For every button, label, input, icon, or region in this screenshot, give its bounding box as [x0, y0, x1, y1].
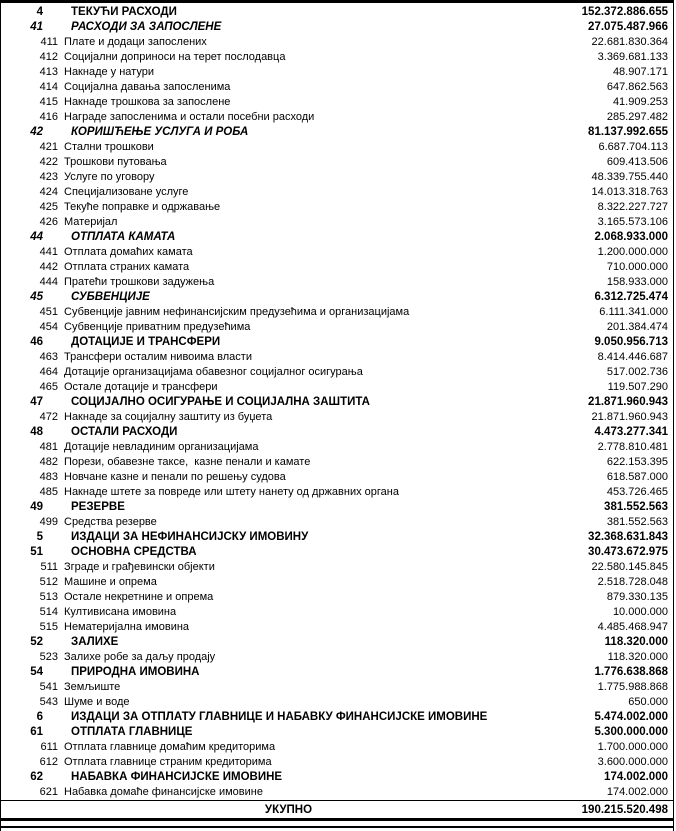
- account-amount: 381.552.563: [606, 516, 668, 528]
- account-name: РЕЗЕРВЕ: [71, 501, 125, 513]
- table-row: [1, 50, 673, 65]
- account-amount: 174.002.000: [604, 771, 668, 783]
- account-name: Накнаде трошкова за запослене: [64, 96, 231, 108]
- account-name: Субвенције јавним нефинансијским предузећима и организацијама: [64, 306, 410, 318]
- account-code: 423: [39, 171, 58, 183]
- account-code: 54: [30, 666, 43, 678]
- table-row: [1, 95, 673, 110]
- account-amount: 32.368.631.843: [588, 531, 668, 543]
- table-row: [1, 680, 673, 695]
- bottom-rule: [0, 826, 674, 828]
- account-code: 444: [39, 276, 58, 288]
- account-amount: 119.507.290: [607, 381, 668, 393]
- account-amount: 1.775.988.868: [597, 681, 668, 693]
- account-name: ИЗДАЦИ ЗА ОТПЛАТУ ГЛАВНИЦЕ И НАБАВКУ ФИНАНСИЈСКЕ ИМОВИНЕ: [71, 711, 488, 723]
- account-amount: 21.871.960.943: [588, 396, 668, 408]
- account-name: Услуге по уговору: [64, 171, 155, 183]
- table-row: [1, 770, 673, 785]
- account-code: 514: [39, 606, 58, 618]
- account-name: Залихе робе за даљу продају: [64, 651, 216, 663]
- account-amount: 174.002.000: [606, 786, 668, 798]
- table-row: [1, 395, 673, 410]
- account-code: 485: [39, 486, 58, 498]
- account-amount: 1.700.000.000: [597, 741, 668, 753]
- account-code: 441: [39, 246, 58, 258]
- total-row: [1, 800, 673, 821]
- account-name: СОЦИЈАЛНО ОСИГУРАЊЕ И СОЦИЈАЛНА ЗАШТИТА: [71, 396, 370, 408]
- account-code: 61: [30, 726, 43, 738]
- account-code: 481: [39, 441, 58, 453]
- total-value: 190.215.520.498: [581, 803, 668, 816]
- account-amount: 285.297.482: [606, 111, 668, 123]
- account-name: ПРИРОДНА ИМОВИНА: [71, 666, 200, 678]
- account-amount: 710.000.000: [606, 261, 668, 273]
- table-row: [1, 5, 673, 20]
- account-amount: 2.778.810.481: [597, 441, 668, 453]
- account-name: Новчане казне и пенали по решењу судова: [64, 471, 286, 483]
- account-name: НАБАВКА ФИНАНСИЈСКЕ ИМОВИНЕ: [71, 771, 283, 783]
- table-row: [1, 335, 673, 350]
- table-row: [1, 320, 673, 335]
- account-amount: 4.473.277.341: [594, 426, 668, 438]
- account-amount: 9.050.956.713: [594, 336, 668, 348]
- table-row: [1, 665, 673, 680]
- account-name: ЗАЛИХЕ: [71, 636, 119, 648]
- account-code: 44: [30, 231, 43, 243]
- table-row: [1, 515, 673, 530]
- account-code: 425: [39, 201, 58, 213]
- account-amount: 10.000.000: [612, 606, 668, 618]
- account-name: Накнаде у натури: [64, 66, 154, 78]
- account-amount: 3.165.573.106: [597, 216, 668, 228]
- account-code: 51: [30, 546, 43, 558]
- account-code: 543: [39, 696, 58, 708]
- account-code: 483: [39, 471, 58, 483]
- table-row: [1, 725, 673, 740]
- account-code: 621: [39, 786, 58, 798]
- account-code: 451: [39, 306, 58, 318]
- account-amount: 41.909.253: [612, 96, 668, 108]
- account-code: 515: [39, 621, 58, 633]
- account-name: ТЕКУЋИ РАСХОДИ: [71, 6, 177, 18]
- total-label: УКУПНО: [264, 803, 313, 816]
- account-code: 421: [39, 141, 58, 153]
- account-name: Трансфери осталим нивоима власти: [64, 351, 252, 363]
- table-row: [1, 305, 673, 320]
- table-row: [1, 605, 673, 620]
- table-row: [1, 560, 673, 575]
- table-row: [1, 125, 673, 140]
- account-code: 472: [39, 411, 58, 423]
- account-code: 48: [30, 426, 43, 438]
- account-amount: 22.580.145.845: [591, 561, 668, 573]
- account-code: 4: [36, 6, 43, 18]
- table-row: [1, 65, 673, 80]
- account-code: 41: [30, 21, 43, 33]
- account-code: 541: [39, 681, 58, 693]
- account-amount: 22.681.830.364: [591, 36, 668, 48]
- account-amount: 650.000: [628, 696, 668, 708]
- account-amount: 2.518.728.048: [597, 576, 668, 588]
- account-amount: 6.687.704.113: [598, 141, 668, 153]
- table-row: [1, 380, 673, 395]
- account-code: 611: [40, 741, 58, 753]
- table-row: [1, 620, 673, 635]
- account-amount: 6.111.341.000: [599, 306, 668, 318]
- account-amount: 609.413.506: [606, 156, 668, 168]
- account-amount: 6.312.725.474: [594, 291, 668, 303]
- account-name: Накнаде за социјалну заштиту из буџета: [64, 411, 273, 423]
- account-amount: 5.474.002.000: [594, 711, 668, 723]
- account-name: Шуме и воде: [64, 696, 130, 708]
- account-name: Текуће поправке и одржавање: [64, 201, 221, 213]
- table-row: [1, 245, 673, 260]
- table-row: [1, 20, 673, 35]
- table-row: [1, 110, 673, 125]
- account-amount: 27.075.487.966: [588, 21, 668, 33]
- account-name: Субвенције приватним предузећима: [64, 321, 251, 333]
- account-code: 416: [39, 111, 58, 123]
- account-code: 463: [39, 351, 58, 363]
- account-code: 45: [30, 291, 43, 303]
- account-code: 513: [39, 591, 58, 603]
- table-row: [1, 500, 673, 515]
- account-name: Пратећи трошкови задужења: [64, 276, 215, 288]
- account-name: Отплата главнице страним кредиторима: [64, 756, 272, 768]
- table-row: [1, 440, 673, 455]
- account-code: 5: [36, 531, 43, 543]
- table-row: [1, 650, 673, 665]
- account-amount: 201.384.474: [606, 321, 668, 333]
- account-code: 442: [39, 261, 58, 273]
- account-code: 465: [39, 381, 58, 393]
- table-row: [1, 545, 673, 560]
- account-name: ОТПЛАТА КАМАТА: [71, 231, 176, 243]
- table-row: [1, 470, 673, 485]
- account-amount: 1.200.000.000: [597, 246, 668, 258]
- account-amount: 4.485.468.947: [597, 621, 668, 633]
- account-name: Социјална давања запосленима: [64, 81, 231, 93]
- account-name: Плате и додаци запослених: [64, 36, 207, 48]
- account-name: Специјализоване услуге: [64, 186, 189, 198]
- account-name: Зграде и грађевински објекти: [64, 561, 215, 573]
- table-row: [1, 290, 673, 305]
- table-row: [1, 425, 673, 440]
- account-code: 49: [30, 501, 43, 513]
- table-row: [1, 260, 673, 275]
- account-amount: 453.726.465: [606, 486, 668, 498]
- account-amount: 517.002.736: [606, 366, 668, 378]
- account-name: Отплата домаћих камата: [64, 246, 193, 258]
- table-row: [1, 365, 673, 380]
- account-name: Остале дотације и трансфери: [64, 381, 218, 393]
- account-code: 414: [39, 81, 58, 93]
- table-row: [1, 35, 673, 50]
- account-name: Нематеријална имовина: [64, 621, 190, 633]
- account-amount: 618.587.000: [606, 471, 668, 483]
- table-row: [1, 200, 673, 215]
- account-name: Трошкови путовања: [64, 156, 167, 168]
- account-name: Социјални доприноси на терет послодавца: [64, 51, 286, 63]
- account-amount: 3.369.681.133: [597, 51, 668, 63]
- table-row: [1, 185, 673, 200]
- account-amount: 3.600.000.000: [597, 756, 668, 768]
- account-code: 499: [39, 516, 58, 528]
- account-code: 426: [39, 216, 58, 228]
- table-row: [1, 710, 673, 725]
- account-code: 523: [39, 651, 58, 663]
- table-row: [1, 575, 673, 590]
- account-code: 482: [39, 456, 58, 468]
- account-name: Средства резерве: [64, 516, 157, 528]
- account-code: 424: [39, 186, 58, 198]
- account-name: Дотације организацијама обавезног социјалног осигурања: [64, 366, 363, 378]
- account-amount: 879.330.135: [606, 591, 668, 603]
- account-name: КОРИШЋЕЊЕ УСЛУГА И РОБА: [71, 126, 249, 138]
- table-row: [1, 275, 673, 290]
- account-amount: 158.933.000: [606, 276, 668, 288]
- account-code: 512: [39, 576, 58, 588]
- table-row: [1, 455, 673, 470]
- table-row: [1, 755, 673, 770]
- table-row: [1, 350, 673, 365]
- account-name: Остале некретнине и опрема: [64, 591, 214, 603]
- account-code: 411: [40, 36, 58, 48]
- account-code: 413: [39, 66, 58, 78]
- account-name: Стални трошкови: [64, 141, 154, 153]
- account-code: 46: [30, 336, 43, 348]
- account-name: Набавка домаће финансијске имовине: [64, 786, 263, 798]
- account-amount: 48.907.171: [612, 66, 668, 78]
- table-row: [1, 155, 673, 170]
- account-name: ОСТАЛИ РАСХОДИ: [71, 426, 178, 438]
- table-row: [1, 410, 673, 425]
- table-row: [1, 170, 673, 185]
- account-amount: 14.013.318.763: [591, 186, 668, 198]
- account-amount: 647.862.563: [606, 81, 668, 93]
- account-code: 612: [39, 756, 58, 768]
- account-name: ОТПЛАТА ГЛАВНИЦЕ: [71, 726, 193, 738]
- table-row: [1, 785, 673, 800]
- table-row: [1, 215, 673, 230]
- account-amount: 81.137.992.655: [588, 126, 668, 138]
- account-amount: 622.153.395: [606, 456, 668, 468]
- account-code: 6: [36, 711, 43, 723]
- account-name: СУБВЕНЦИЈЕ: [71, 291, 150, 303]
- account-amount: 118.320.000: [604, 636, 668, 648]
- account-name: Култивисана имовина: [64, 606, 177, 618]
- account-code: 42: [30, 126, 43, 138]
- account-code: 412: [39, 51, 58, 63]
- table-row: [1, 695, 673, 710]
- account-name: ОСНОВНА СРЕДСТВА: [71, 546, 197, 558]
- table-row: [1, 530, 673, 545]
- account-name: Отплата главнице домаћим кредиторима: [64, 741, 276, 753]
- account-name: ИЗДАЦИ ЗА НЕФИНАНСИЈСКУ ИМОВИНУ: [71, 531, 309, 543]
- account-name: ДОТАЦИЈЕ И ТРАНСФЕРИ: [71, 336, 221, 348]
- account-name: Награде запосленима и остали посебни расходи: [64, 111, 315, 123]
- account-name: Машине и опрема: [64, 576, 157, 588]
- account-amount: 30.473.672.975: [588, 546, 668, 558]
- account-amount: 5.300.000.000: [594, 726, 668, 738]
- table-body: [1, 3, 673, 800]
- account-amount: 48.339.755.440: [591, 171, 668, 183]
- account-amount: 8.414.446.687: [597, 351, 668, 363]
- table-row: [1, 740, 673, 755]
- account-amount: 8.322.227.727: [597, 201, 668, 213]
- account-name: РАСХОДИ ЗА ЗАПОСЛЕНЕ: [71, 21, 222, 33]
- account-code: 422: [39, 156, 58, 168]
- account-name: Земљиште: [64, 681, 121, 693]
- table-row: [1, 590, 673, 605]
- account-name: Отплата страних камата: [64, 261, 190, 273]
- account-code: 52: [30, 636, 43, 648]
- account-amount: 118.320.000: [607, 651, 668, 663]
- table-row: [1, 230, 673, 245]
- account-amount: 381.552.563: [604, 501, 668, 513]
- account-name: Порези, обавезне таксе, казне пенали и камате: [64, 456, 311, 468]
- account-code: 62: [30, 771, 43, 783]
- account-amount: 21.871.960.943: [591, 411, 668, 423]
- account-amount: 2.068.933.000: [594, 231, 668, 243]
- account-code: 511: [40, 561, 58, 573]
- table-row: [1, 635, 673, 650]
- table-row: [1, 80, 673, 95]
- account-code: 415: [39, 96, 58, 108]
- account-name: Дотације невладиним организацијама: [64, 441, 259, 453]
- table-row: [1, 140, 673, 155]
- account-name: Накнаде штете за повреде или штету нанету од државних органа: [64, 486, 399, 498]
- account-code: 464: [39, 366, 58, 378]
- account-name: Материјал: [64, 216, 118, 228]
- table-row: [1, 485, 673, 500]
- account-code: 47: [30, 396, 43, 408]
- account-code: 454: [39, 321, 58, 333]
- account-amount: 152.372.886.655: [581, 6, 668, 18]
- account-amount: 1.776.638.868: [594, 666, 668, 678]
